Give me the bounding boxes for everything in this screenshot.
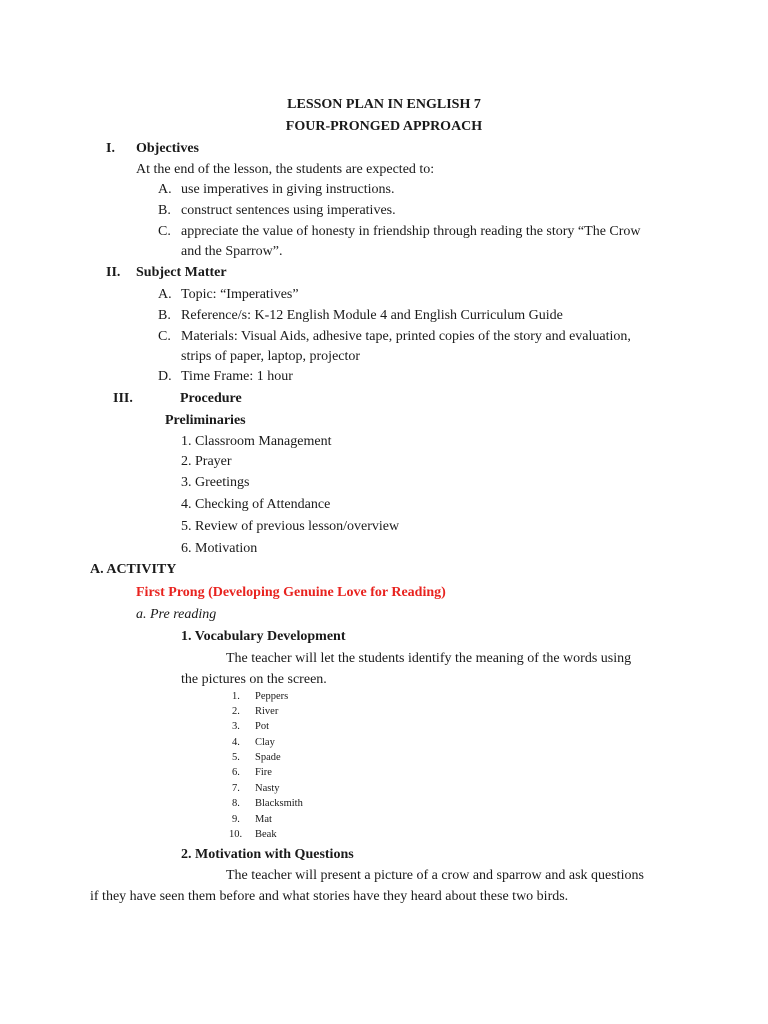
vocab-word: River [255,706,279,717]
preliminary-item: 4. Checking of Attendance [181,497,331,512]
vocabulary-text-continued: the pictures on the screen. [181,672,327,687]
list-marker: C. [158,329,171,344]
section-heading-procedure: Procedure [180,391,242,406]
vocab-number: 3. [232,721,240,732]
vocab-word: Beak [255,829,277,840]
list-marker: D. [158,369,172,384]
subject-item: Materials: Visual Aids, adhesive tape, printed copies of the story and evaluation, [181,329,631,344]
vocab-number: 4. [232,737,240,748]
section-number: III. [113,391,133,406]
preliminary-item: 3. Greetings [181,475,250,490]
document-title: LESSON PLAN IN ENGLISH 7 [287,97,481,112]
list-marker: B. [158,203,171,218]
prong-heading: First Prong (Developing Genuine Love for Reading) [136,585,446,600]
vocab-number: 6. [232,767,240,778]
vocab-word: Blacksmith [255,798,303,809]
vocab-number: 1. [232,691,240,702]
preliminary-item: 5. Review of previous lesson/overview [181,519,400,534]
vocab-word: Spade [255,752,281,763]
list-marker: B. [158,308,171,323]
vocab-number: 9. [232,814,240,825]
vocab-word: Mat [255,814,272,825]
section-number: I. [106,141,115,156]
vocab-word: Peppers [255,691,289,702]
preliminary-item: 6. Motivation [181,541,258,556]
objectives-intro: At the end of the lesson, the students are expected to: [136,162,435,177]
subject-item: Topic: “Imperatives” [181,287,299,302]
vocabulary-heading: 1. Vocabulary Development [181,629,346,644]
preliminaries-heading: Preliminaries [165,413,246,428]
list-marker: C. [158,224,171,239]
preliminary-item: 1. Classroom Management [181,434,332,449]
motivation-text: The teacher will present a picture of a crow and sparrow and ask questions [226,868,644,883]
objective-item: construct sentences using imperatives. [181,203,396,218]
vocabulary-text: The teacher will let the students identify the meaning of the words using [226,651,632,666]
vocab-word: Fire [255,767,272,778]
activity-heading: A. ACTIVITY [90,562,177,577]
subject-item-continued: strips of paper, laptop, projector [181,349,361,364]
objective-item: appreciate the value of honesty in friendship through reading the story “The Crow [181,224,641,239]
section-heading-objectives: Objectives [136,141,199,156]
section-number: II. [106,265,121,280]
vocab-word: Clay [255,737,275,748]
list-marker: A. [158,287,172,302]
vocab-number: 2. [232,706,240,717]
section-heading-subject-matter: Subject Matter [136,265,227,280]
motivation-text-continued: if they have seen them before and what stories have they heard about these two birds. [90,889,569,904]
motivation-heading: 2. Motivation with Questions [181,847,354,862]
vocab-number: 8. [232,798,240,809]
vocab-word: Nasty [255,783,280,794]
document-subtitle: FOUR-PRONGED APPROACH [285,119,483,134]
vocab-number: 10. [229,829,243,840]
vocab-number: 5. [232,752,240,763]
subject-item: Reference/s: K-12 English Module 4 and English Curriculum Guide [181,308,563,323]
pre-reading-heading: a. Pre reading [136,607,217,622]
list-marker: A. [158,182,172,197]
subject-item: Time Frame: 1 hour [181,369,293,384]
vocab-word: Pot [255,721,270,732]
objective-item: use imperatives in giving instructions. [181,182,395,197]
preliminary-item: 2. Prayer [181,454,232,469]
objective-item-continued: and the Sparrow”. [181,244,283,259]
vocab-number: 7. [232,783,240,794]
